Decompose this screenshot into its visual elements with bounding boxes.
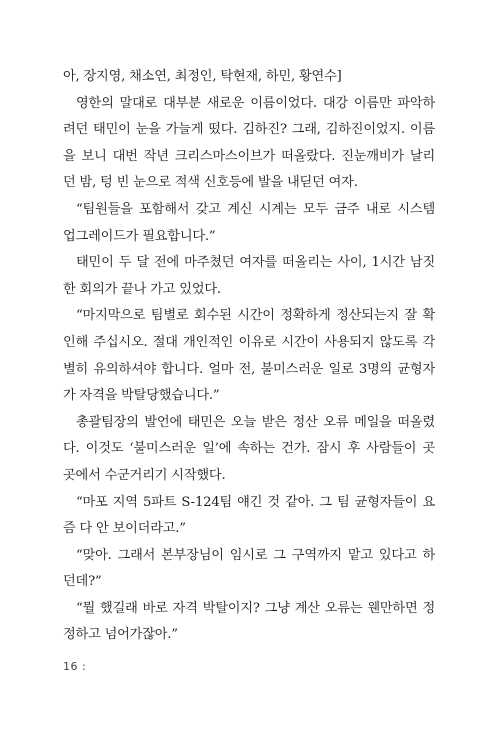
- page-number: 16 :: [63, 660, 87, 673]
- text-line: 업그레이드가 필요합니다.”: [63, 228, 216, 244]
- text-line: “마포 지역 5파트 S-124팀 얘긴 것 같아. 그 팀 균형자들이 요: [76, 494, 435, 510]
- text-line: 한 회의가 끝나 가고 있었다.: [63, 281, 221, 297]
- text-line: 가 자격을 박탈당했습니다.”: [63, 388, 220, 404]
- text-line: “뭘 했길래 바로 자격 박탈이지? 그냥 계산 오류는 웬만하면 정: [76, 600, 435, 616]
- text-line: 영한의 말대로 대부분 새로운 이름이었다. 대강 이름만 파악하: [76, 95, 435, 111]
- text-line: 을 보니 대번 작년 크리스마스이브가 떠올랐다. 진눈깨비가 날리: [63, 148, 435, 164]
- text-line: 별히 유의하셔야 합니다. 얼마 전, 불미스러운 일로 3명의 균형자: [63, 361, 435, 377]
- text-line: 정하고 넘어가잖아.”: [63, 627, 178, 643]
- text-line: “팀원들을 포함해서 갖고 계신 시계는 모두 금주 내로 시스템: [76, 201, 435, 217]
- text-line: 아, 장지영, 채소연, 최정인, 탁현재, 하민, 황연수]: [63, 69, 342, 84]
- body-text: [63, 64, 435, 649]
- text-line: 던데?”: [63, 574, 102, 590]
- text-line: “맞아. 그래서 본부장님이 임시로 그 구역까지 맡고 있다고 하: [76, 547, 435, 563]
- text-line: 즘 다 안 보이더라고.”: [63, 521, 186, 537]
- text-line: 곳에서 수군거리기 시작했다.: [63, 467, 226, 483]
- text-line: 인해 주십시오. 절대 개인적인 이유로 시간이 사용되지 않도록 각: [63, 334, 435, 350]
- text-line: 던 밤, 텅 빈 눈으로 적색 신호등에 발을 내딛던 여자.: [63, 175, 358, 191]
- text-line: 다. 이것도 ‘불미스러운 일’에 속하는 건가. 잠시 후 사람들이 곳: [63, 441, 435, 457]
- text-line: 태민이 두 달 전에 마주쳤던 여자를 떠올리는 사이, 1시간 남짓: [76, 255, 435, 271]
- text-line: “마지막으로 팀별로 회수된 시간이 정확하게 정산되는지 잘 확: [76, 308, 435, 324]
- text-line: 려던 태민이 눈을 가늘게 떴다. 김하진? 그래, 김하진이었지. 이름: [63, 122, 435, 138]
- text-line: 총괄팀장의 발언에 태민은 오늘 받은 정산 오류 메일을 떠올렸: [76, 414, 435, 430]
